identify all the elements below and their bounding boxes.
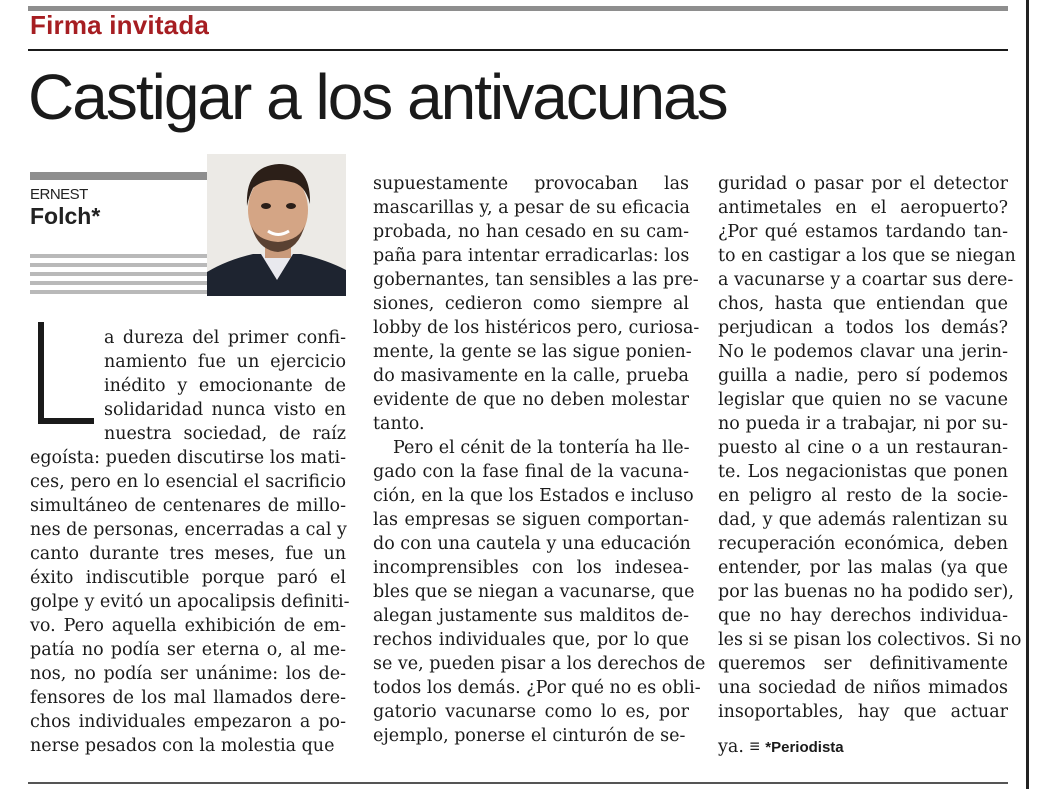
article-line: les si se pisan los colectivos. Si no	[718, 630, 1022, 650]
article-line: alegan justamente sus malditos de-	[373, 606, 689, 626]
article-line: legislar que quien no se vacune	[718, 390, 1008, 410]
article-line: solidaridad nunca visto en	[104, 400, 346, 420]
page-border	[1026, 0, 1029, 789]
article-line: chos individuales empezaron a po-	[30, 712, 346, 732]
drop-cap-l	[38, 322, 44, 424]
article-line: una sociedad de niños mimados	[718, 678, 1008, 698]
article-line: puesto al cine o a un restauran-	[718, 438, 1008, 458]
article-line: antimetales en el aeropuerto?	[718, 198, 1008, 218]
article-line: paña para intentar erradicarlas: los	[373, 246, 690, 266]
article-line: en peligro al resto de la socie-	[718, 486, 1008, 506]
article-line: do masivamente en la calle, prueba	[373, 366, 689, 386]
author-first-name: ERNEST	[30, 186, 88, 203]
article-line: te. Los negacionistas que ponen	[718, 462, 1008, 482]
author-last-name: Folch*	[30, 203, 101, 229]
article-line: recuperación económica, deben	[718, 534, 1008, 554]
article-line: dad, y que además ralentizan su	[718, 510, 1008, 530]
article-line: gado con la fase final de la vacuna-	[373, 462, 689, 482]
drop-cap-l-foot	[38, 418, 94, 424]
article-line: insoportables, hay que actuar	[718, 702, 1008, 722]
article-line: gatorio vacunarse como lo es, por	[373, 702, 689, 722]
article-line: nerse pesados con la molestia que	[30, 736, 335, 756]
article-line: todos los demás. ¿Por qué no es obli-	[373, 678, 701, 698]
article-line: se ve, pueden pisar a los derechos de	[373, 654, 706, 674]
article-line: inédito y emocionante de	[104, 376, 346, 396]
end-mark-icon: ≡	[749, 736, 760, 756]
author-photo	[207, 154, 346, 296]
article-line: golpe y evitó un apocalipsis definiti-	[30, 592, 350, 612]
article-line: egoísta: pueden discutirse los mati-	[30, 448, 346, 468]
article-line: queremos ser definitivamente	[718, 654, 1008, 674]
article-line: mente, la gente se las sigue ponien-	[373, 342, 692, 362]
article-line: entender, por las malas (ya que	[718, 558, 1008, 578]
article-line: por las buenas no ha podido ser),	[718, 582, 1014, 602]
bottom-rule	[28, 782, 1008, 784]
article-line: ejemplo, ponerse el cinturón de se-	[373, 726, 686, 746]
article-line: siones, cedieron como siempre al	[373, 294, 689, 314]
article-line: probada, no han cesado en su cam-	[373, 222, 689, 242]
article-line: Pero el cénit de la tontería ha lle-	[393, 438, 690, 458]
article-line: No le podemos clavar una jerin-	[718, 342, 1008, 362]
headline: Castigar a los antivacunas	[28, 61, 727, 133]
article-line: fensores de los mal llamados dere-	[30, 688, 346, 708]
section-rule	[28, 49, 1008, 51]
article-line: nes de personas, encerradas a cal y	[30, 520, 347, 540]
article-line: ción, en la que los Estados e incluso	[373, 486, 694, 506]
article-line: ¿Por qué estamos tardando tan-	[718, 222, 1008, 242]
article-line: a vacunarse y a coartar sus dere-	[718, 270, 1014, 290]
article-line: guilla a nadie, pero sí podemos	[718, 366, 1008, 386]
article-line: rechos individuales que, por lo que	[373, 630, 689, 650]
article-line: nos, no podía ser unánime: los de-	[30, 664, 346, 684]
article-line: mascarillas y, a pesar de su eficacia	[373, 198, 690, 218]
article-line: canto durante tres meses, fue un	[30, 544, 346, 564]
article-line: tanto.	[373, 414, 425, 434]
section-label: Firma invitada	[30, 10, 210, 40]
article-line: ces, pero en lo esencial el sacrificio	[30, 472, 346, 492]
author-note: *Periodista	[765, 739, 844, 756]
article-line: guridad o pasar por el detector	[718, 174, 1008, 194]
article-line: las empresas se siguen comportan-	[373, 510, 689, 530]
article-line: evidente de que no deben molestar	[373, 390, 689, 410]
article-line: lobby de los histéricos pero, curiosa-	[373, 318, 700, 338]
article-line: que no hay derechos individua-	[718, 606, 1008, 626]
article-line: incomprensibles con los indesea-	[373, 558, 689, 578]
article-line: patía no podía ser eterna o, al me-	[30, 640, 346, 660]
final-word: ya.	[718, 737, 744, 757]
article-line: no pueda ir a trabajar, ni por su-	[718, 414, 1008, 434]
article-ending	[718, 734, 1008, 758]
article-line: gobernantes, tan sensibles a las pre-	[373, 270, 699, 290]
article-line: nuestra sociedad, de raíz	[104, 424, 346, 444]
article-line: bles que se niegan a vacunarse, que	[373, 582, 695, 602]
article-line: a dureza del primer confi-	[104, 328, 346, 348]
article-line: namiento fue un ejercicio	[104, 352, 346, 372]
article-line: to en castigar a los que se niegan	[718, 246, 1016, 266]
article-line: simultáneo de centenares de millo-	[30, 496, 346, 516]
article-line: supuestamente provocaban las	[373, 174, 689, 194]
article-line: chos, hasta que entiendan que	[718, 294, 1008, 314]
article-line: do con una cautela y una educación	[373, 534, 691, 554]
article-line: vo. Pero aquella exhibición de em-	[30, 616, 346, 636]
article-line: perjudican a todos los demás?	[718, 318, 1008, 338]
article-line: éxito indiscutible porque paró el	[30, 568, 346, 588]
